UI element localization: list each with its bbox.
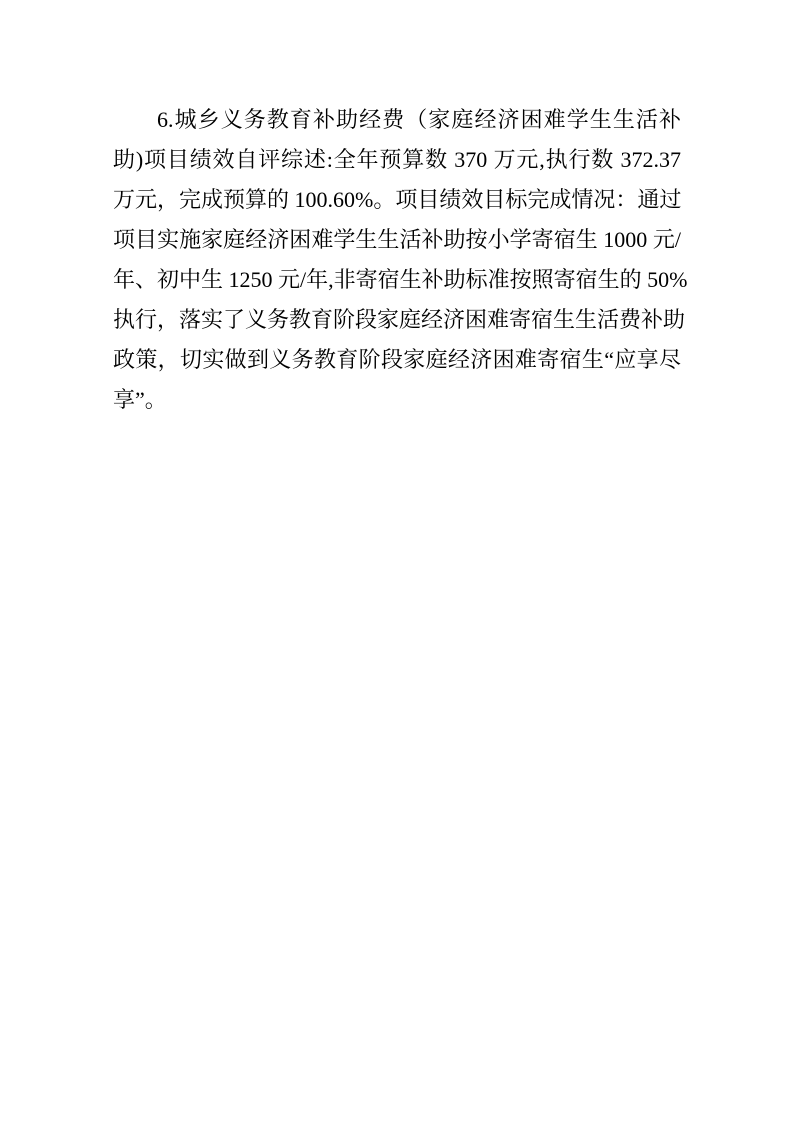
paragraph-line: 政策，切实做到义务教育阶段家庭经济困难寄宿生“应享尽 (113, 347, 681, 372)
paragraph-performance-self-evaluation (113, 100, 688, 420)
paragraph-line: 助)项目绩效自评综述:全年预算数 370 万元,执行数 372.37 (113, 147, 681, 172)
paragraph-line: 年、初中生 1250 元/年,非寄宿生补助标准按照寄宿生的 50% (113, 267, 688, 292)
paragraph-line: 万元，完成预算的 100.60%。项目绩效目标完成情况：通过 (113, 187, 682, 212)
paragraph-line: 执行，落实了义务教育阶段家庭经济困难寄宿生生活费补助 (113, 307, 686, 332)
paragraph-line: 项目实施家庭经济困难学生生活补助按小学寄宿生 1000 元/ (113, 227, 681, 252)
paragraph-line: 6.城乡义务教育补助经费（家庭经济困难学生生活补 (157, 107, 681, 132)
paragraph-line: 享”。 (113, 387, 167, 412)
